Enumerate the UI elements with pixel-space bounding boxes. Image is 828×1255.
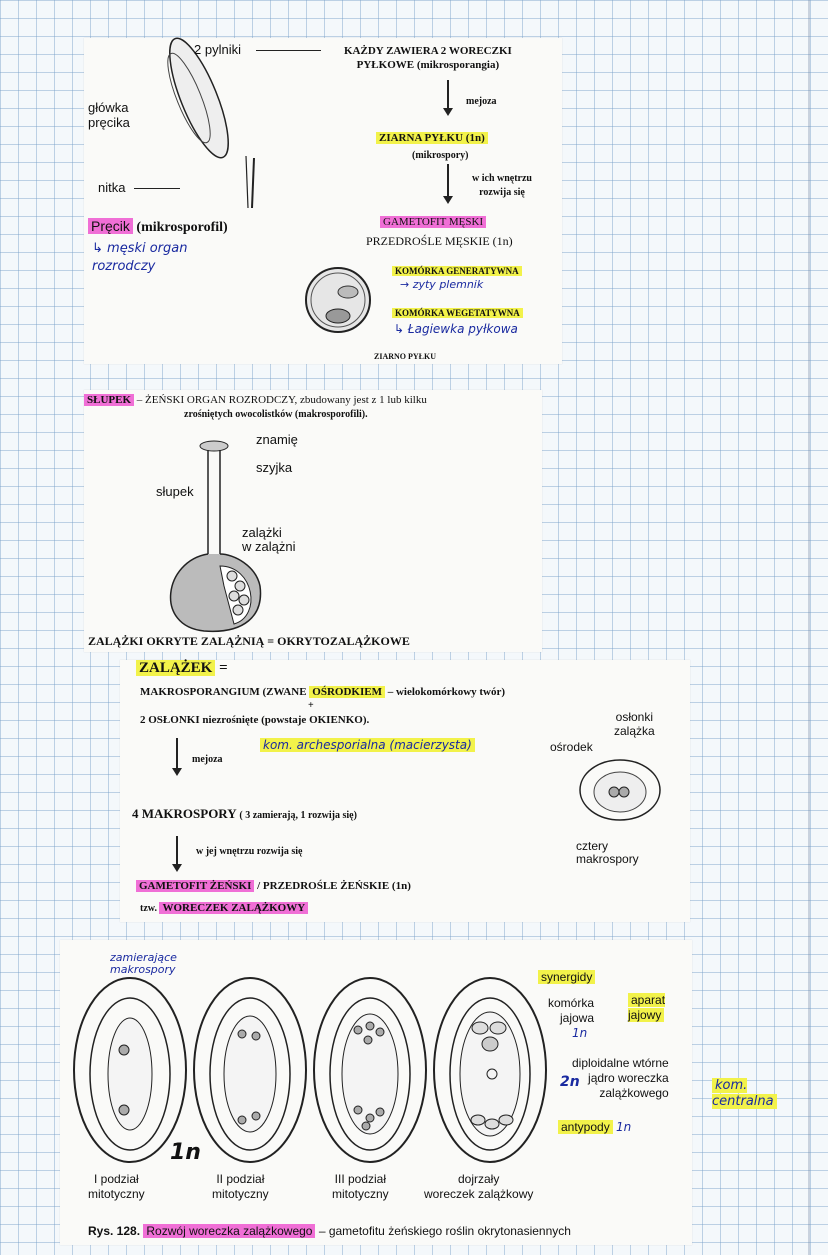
precik-note: ↳ męski organ rozrodczy — [92, 241, 188, 274]
mejoza-2: mejoza — [192, 754, 223, 765]
slupek-definition — [84, 394, 427, 406]
pylniki-leader — [256, 50, 321, 51]
precik-title — [88, 218, 228, 236]
mikrospory: (mikrospory) — [412, 150, 469, 161]
ovule-sheet — [120, 660, 690, 922]
nitka-leader — [134, 188, 180, 189]
ovule-illustration — [570, 754, 670, 834]
big-1n: 1n — [170, 1140, 201, 1165]
ziarno-pylku-label: ZIARNO PYŁKU — [374, 352, 437, 361]
diploid-2n: 2n — [560, 1074, 580, 1090]
slupek-desc-1: – ŻEŃSKI ORGAN ROZRODCZY, zbudowany jest z 1 lub kilku — [136, 394, 427, 406]
embryo-sac-sheet — [60, 940, 692, 1245]
komorka-jajowa-label: komórka jajowa — [548, 996, 595, 1025]
w-jej-wnetrzu: w jej wnętrzu rozwija się — [196, 846, 303, 857]
makrospory-line: 4 MAKROSPORY ( 3 zamierają, 1 rozwija się) — [132, 806, 357, 821]
komorka-generatywna-note: → zyty plemnik — [400, 278, 484, 291]
synergidy-label: synergidy — [538, 970, 595, 984]
stamen-illustration — [144, 38, 344, 208]
stage-3-label: III podział mitotyczny — [332, 1172, 389, 1201]
oslonki-zalazka-label: osłonki zalążka — [614, 710, 655, 738]
komorka-wegetatywna: KOMÓRKA WEGETATYWNA — [392, 308, 523, 318]
pylniki-label: 2 pylniki — [194, 42, 241, 57]
makrosporangium-line: MAKROSPORANGIUM (ZWANE OŚRODKIEM – wielokomórkowy twór) — [140, 686, 506, 698]
slupek-desc-2: zrośniętych owocolistków (makrosporofili). — [184, 409, 368, 420]
komorka-jajowa-1n: 1n — [572, 1026, 588, 1040]
slupek-label: słupek — [156, 484, 194, 499]
figure-caption: Rys. 128. Rozwój woreczka zalążkowego – gametofitu żeńskiego roślin okrytonasiennych — [88, 1224, 571, 1238]
precik-rest: (mikrosporofil) — [136, 220, 228, 235]
pollen-grain-illustration — [298, 264, 388, 344]
aparat-jajowy-label: aparat jajowy — [628, 993, 666, 1022]
okrytozalazkowe: ZALĄŻKI OKRYTE ZALĄŻNIĄ = OKRYTOZALĄŻKOWE — [88, 634, 410, 648]
woreczek-line: tzw. WORECZEK ZALĄŻKOWY — [140, 902, 308, 914]
kom-centralna-note: kom. centralna — [712, 1062, 777, 1110]
slupek-highlight: SŁUPEK — [84, 394, 134, 406]
arrow-2 — [447, 164, 449, 198]
arrow-w-jej — [176, 836, 178, 866]
notebook-margin-line — [808, 0, 810, 1255]
przedrosle-meskie: PRZEDROŚLE MĘSKIE (1n) — [366, 234, 513, 248]
pistil-sheet — [84, 390, 542, 652]
zamierajace-note: zamierające makrospory — [110, 951, 177, 976]
arrow-mejoza — [176, 738, 178, 770]
antypody-label: antypody 1n — [558, 1120, 631, 1134]
archesporialna-note: kom. archesporialna (macierzysta) — [260, 738, 475, 752]
diploid-label: diploidalne wtórne jądro woreczka zalążkowego — [572, 1056, 669, 1100]
stage-2-label: II podział mitotyczny — [212, 1172, 269, 1201]
szyjka-label: szyjka — [256, 460, 293, 475]
stamen-sheet — [84, 38, 562, 364]
cztery-makrospory-label: cztery makrospory — [576, 839, 639, 866]
znamie-label: znamię — [256, 432, 298, 447]
osrodek-label: ośrodek — [550, 740, 593, 754]
stage-3-drawing — [314, 978, 426, 1162]
mejoza-1: mejoza — [466, 96, 497, 107]
stage-1-label: I podział mitotyczny — [88, 1172, 145, 1201]
zalazek-title: ZALĄŻEK = — [136, 660, 228, 677]
embryo-sac-stages-illustration — [60, 970, 580, 1170]
stage-2-drawing — [194, 978, 306, 1162]
flow-kazdy: KAŻDY ZAWIERA 2 WORECZKI PYŁKOWE (mikrosporangia) — [344, 45, 512, 71]
nitka-label: nitka — [98, 180, 126, 195]
gametofit-meski: GAMETOFIT MĘSKI — [380, 216, 486, 228]
zalazki-label: zalążki w zalążni — [242, 525, 296, 554]
stage-4-label: dojrzały woreczek zalążkowy — [424, 1172, 534, 1201]
stage-1-drawing — [74, 978, 186, 1162]
gametofit-zenski-line: GAMETOFIT ŻEŃSKI / PRZEDROŚLE ŻEŃSKIE (1n) — [136, 880, 411, 892]
arrow-1 — [447, 80, 449, 110]
w-ich-wnetrzu: w ich wnętrzu rozwija się — [472, 173, 532, 198]
glowka-label: główka pręcika — [88, 100, 130, 130]
komorka-generatywna: KOMÓRKA GENERATYWNA — [392, 266, 522, 276]
oslonki-line: 2 OSŁONKI niezrośnięte (powstaje OKIENKO). — [140, 714, 370, 726]
ziarna-pylku: ZIARNA PYŁKU (1n) — [376, 132, 488, 144]
plus-sign: + — [308, 700, 314, 711]
stage-4-drawing — [434, 978, 546, 1162]
precik-highlight: Pręcik — [88, 218, 133, 234]
komorka-wegetatywna-note: ↳ Łagiewka pyłkowa — [394, 322, 518, 336]
